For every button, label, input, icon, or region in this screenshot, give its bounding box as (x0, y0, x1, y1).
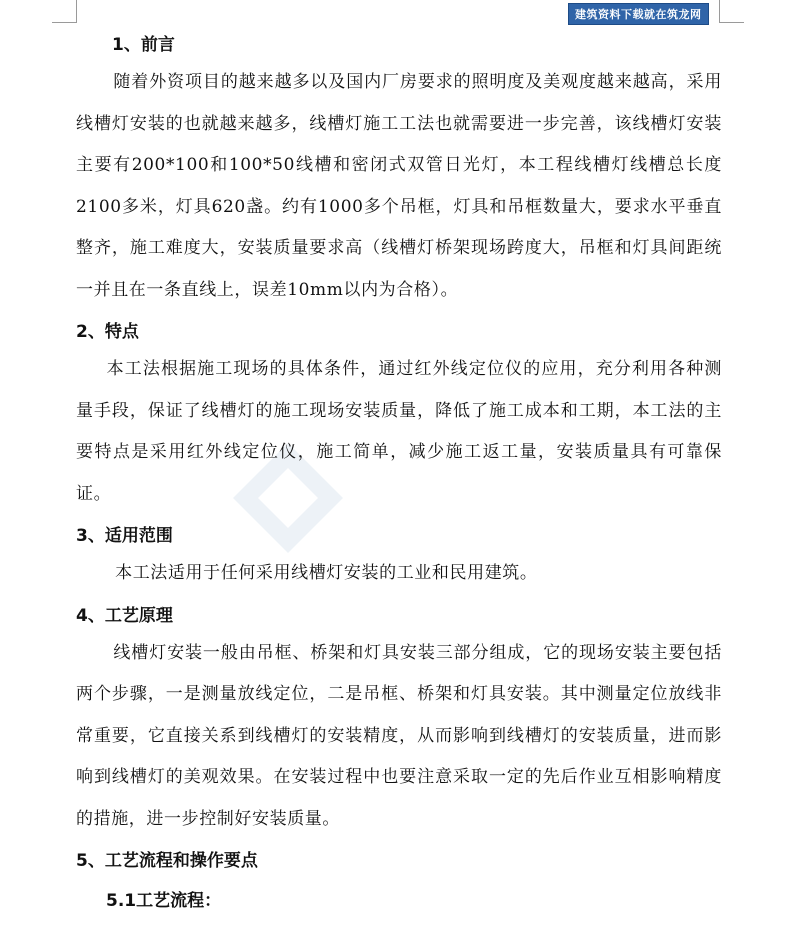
crop-mark-left-horizontal (52, 22, 77, 23)
section-2-heading: 2、特点 (76, 322, 139, 342)
section-3-heading: 3、适用范围 (76, 526, 173, 546)
document-page (76, 28, 722, 918)
section-5-heading: 5、工艺流程和操作要点 (76, 851, 258, 871)
crop-mark-right-horizontal (719, 22, 744, 23)
section-5-1-heading: 5.1工艺流程： (106, 891, 222, 911)
section-4-heading: 4、工艺原理 (76, 605, 173, 626)
section-3-paragraph: 本工法适用于任何采用线槽灯安装的工业和民用建筑。 (115, 563, 538, 583)
watermark-banner: 建筑资料下载就在筑龙网 (568, 3, 709, 25)
section-4-paragraph: 线槽灯安装一般由吊框、桥架和灯具安装三部分组成，它的现场安装主要包括两个步骤，一是测量放线定位，二是吊框、桥架和灯具安装。其中测量定位放线非常重要，它直接关系到线槽灯的安装精度，从而影响到线槽灯的安装质量，进而影响到线槽灯的美观效果。在安装过程中也要注意采取一定的先后作业互相影响精度的措施，进一步控制好安装质量。 (76, 642, 722, 829)
section-1-heading: 1、前言 (112, 35, 175, 55)
crop-mark-right-vertical (719, 0, 720, 22)
section-1-paragraph: 随着外资项目的越来越多以及国内厂房要求的照明度及美观度越来越高，采用线槽灯安装的也就越来越多，线槽灯施工工法也就需要进一步完善，该线槽灯安装主要有200*100和100*50线槽和密闭式双管日光灯，本工程线槽灯线槽总长度2100多米，灯具620盏。约有1000多个吊框，灯具和吊框数量大，要求水平垂直整齐，施工难度大，安装质量要求高（线槽灯桥架现场跨度大，吊框和灯具间距统一并且在一条直线上，误差10mm以内为合格）。 (76, 72, 722, 300)
section-2-paragraph: 本工法根据施工现场的具体条件，通过红外线定位仪的应用，充分利用各种测量手段，保证了线槽灯的施工现场安装质量，降低了施工成本和工期，本工法的主要特点是采用红外线定位仪，施工简单，减少施工返工量，安装质量具有可靠保证。 (76, 359, 722, 504)
crop-mark-left-vertical (76, 0, 77, 22)
